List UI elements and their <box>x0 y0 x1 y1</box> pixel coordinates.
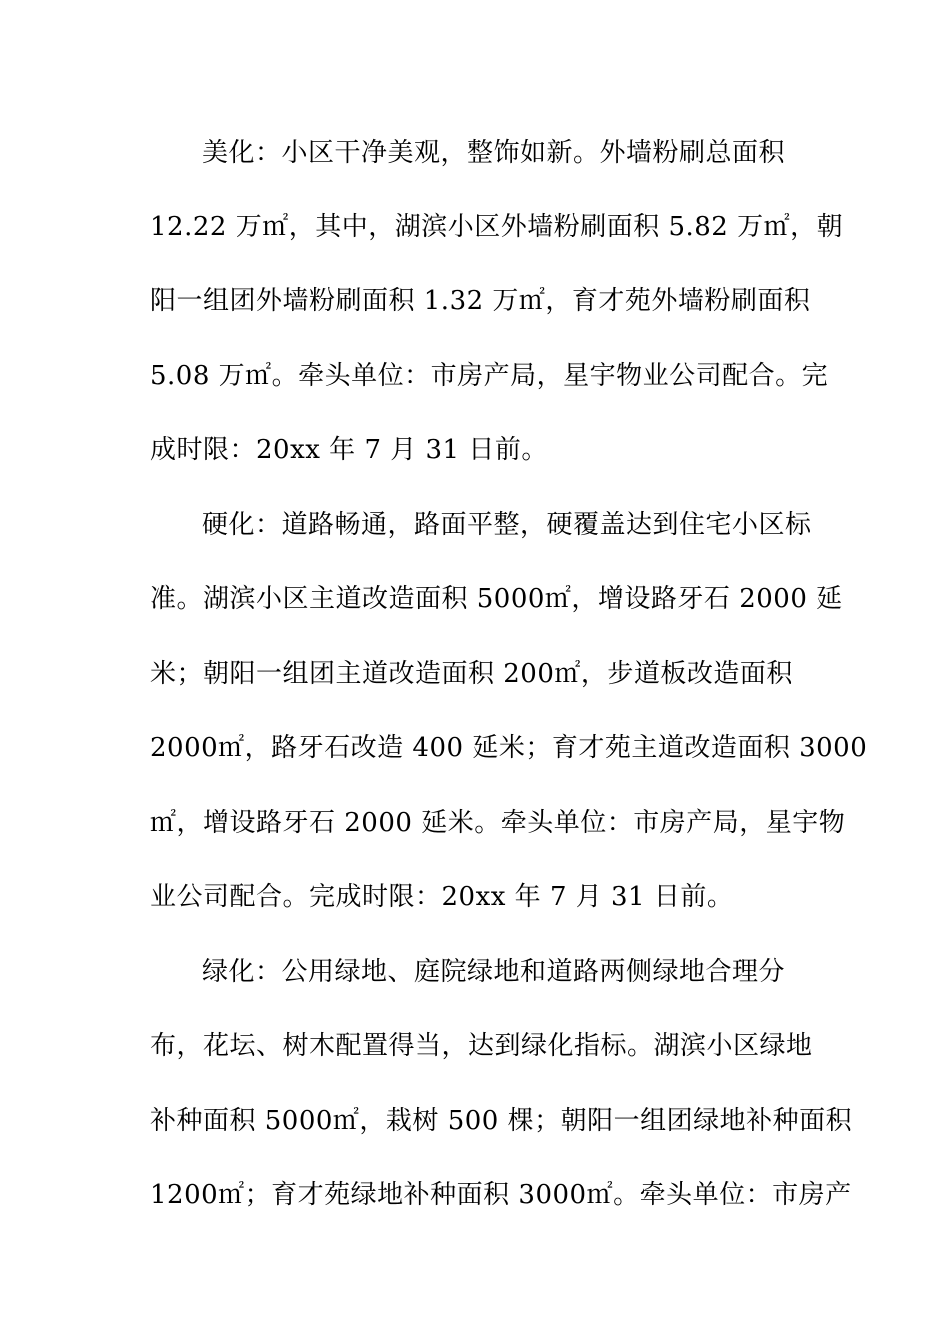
paragraph-hardening-line-6: 业公司配合。完成时限：20xx 年 7 月 31 日前。 <box>150 882 734 912</box>
paragraph-beautification-line-3: 阳一组团外墙粉刷面积 1.32 万㎡，育才苑外墙粉刷面积 <box>150 286 811 316</box>
paragraph-hardening-line-4: 2000㎡，路牙石改造 400 延米；育才苑主道改造面积 3000 <box>150 733 868 763</box>
paragraph-beautification-line-1: 美化：小区干净美观，整饰如新。外墙粉刷总面积 <box>202 138 786 168</box>
paragraph-greening-line-3: 补种面积 5000㎡，栽树 500 棵；朝阳一组团绿地补种面积 <box>150 1106 853 1136</box>
paragraph-hardening-line-1: 硬化：道路畅通，路面平整，硬覆盖达到住宅小区标 <box>202 510 812 540</box>
paragraph-greening-line-2: 布，花坛、树木配置得当，达到绿化指标。湖滨小区绿地 <box>150 1031 813 1061</box>
paragraph-greening-line-1: 绿化：公用绿地、庭院绿地和道路两侧绿地合理分 <box>202 957 786 987</box>
paragraph-beautification-line-2: 12.22 万㎡，其中，湖滨小区外墙粉刷面积 5.82 万㎡，朝 <box>150 212 844 242</box>
paragraph-hardening-line-2: 准。湖滨小区主道改造面积 5000㎡，增设路牙石 2000 延 <box>150 584 843 614</box>
paragraph-greening-line-4: 1200㎡；育才苑绿地补种面积 3000㎡。牵头单位：市房产 <box>150 1180 852 1210</box>
paragraph-beautification-line-5: 成时限：20xx 年 7 月 31 日前。 <box>150 435 548 465</box>
paragraph-hardening-line-5: ㎡，增设路牙石 2000 延米。牵头单位：市房产局，星宇物 <box>150 808 846 838</box>
paragraph-beautification-line-4: 5.08 万㎡。牵头单位：市房产局，星宇物业公司配合。完 <box>150 361 829 391</box>
paragraph-hardening-line-3: 米；朝阳一组团主道改造面积 200㎡，步道板改造面积 <box>150 659 793 689</box>
